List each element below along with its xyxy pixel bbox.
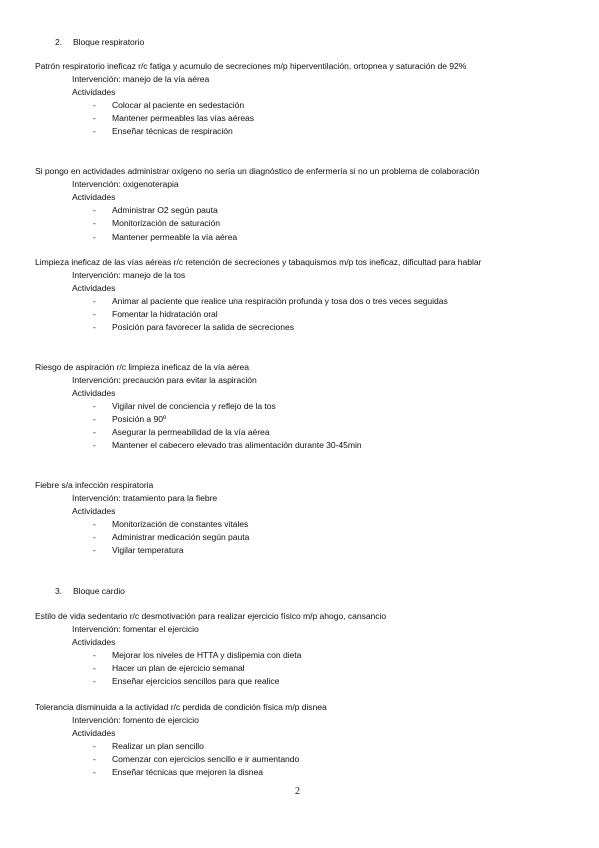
activity-item: - Fomentar la hidratación oral (93, 309, 218, 319)
activity-item: - Hacer un plan de ejercicio semanal (93, 663, 245, 673)
activity-item: - Administrar O2 según pauta (93, 205, 218, 215)
activity-item: - Posición a 90º (93, 414, 167, 424)
bullet: - (93, 663, 96, 673)
diagnosis-text: Limpieza ineficaz de las vías aéreas r/c retención de secreciones y tabaquismos m/p tos ineficaz, dificultad para hablar (35, 257, 482, 267)
bullet: - (93, 545, 96, 555)
bullet: - (93, 309, 96, 319)
activities-label: Actividades (72, 283, 116, 293)
activity-item: - Colocar al paciente en sedestación (93, 100, 245, 110)
activity-item: - Mejorar los niveles de HTTA y dislipemia con dieta (93, 650, 302, 660)
section-number: 3. (55, 586, 63, 596)
diagnosis-text: Fiebre s/a infección respiratoria (35, 480, 154, 490)
activities-label: Actividades (72, 388, 116, 398)
bullet: - (93, 741, 96, 751)
bullet: - (93, 414, 96, 424)
section-title: Bloque respiratorio (73, 37, 145, 47)
activity-item: - Monitorización de saturación (93, 218, 220, 228)
activity-item: - Mantener permeables las vías aéreas (93, 113, 255, 123)
intervention-text: Intervención: oxigenoterapia (72, 179, 179, 189)
activity-item: - Mantener el cabecero elevado tras alimentación durante 30-45min (93, 440, 362, 450)
section-heading (55, 37, 144, 48)
bullet: - (93, 232, 96, 242)
activity-item: - Mantener permeable la vía aérea (93, 232, 238, 242)
activities-label: Actividades (72, 87, 116, 97)
activities-label: Actividades (72, 637, 116, 647)
bullet: - (93, 532, 96, 542)
section-heading (55, 586, 125, 597)
intervention-text: Intervención: precaución para evitar la aspiración (72, 375, 257, 385)
bullet: - (93, 322, 96, 332)
bullet: - (93, 440, 96, 450)
diagnosis-text: Tolerancia disminuida a la actividad r/c perdida de condición física m/p disnea (35, 702, 327, 712)
activities-label: Actividades (72, 728, 116, 738)
bullet: - (93, 676, 96, 686)
page-number: 2 (295, 786, 300, 797)
bullet: - (93, 205, 96, 215)
bullet: - (93, 401, 96, 411)
bullet: - (93, 754, 96, 764)
intervention-text: Intervención: fomento de ejercicio (72, 715, 199, 725)
activity-item: - Monitorización de constantes vitales (93, 519, 249, 529)
bullet: - (93, 296, 96, 306)
activity-item: - Realizar un plan sencillo (93, 741, 204, 751)
activity-item: - Posición para favorecer la salida de secreciones (93, 322, 294, 332)
activities-label: Actividades (72, 192, 116, 202)
bullet: - (93, 519, 96, 529)
intervention-text: Intervención: fomentar el ejercicio (72, 624, 199, 634)
activity-item: - Asegurar la permeabilidad de la vía aérea (93, 427, 270, 437)
activity-item: - Administrar medicación según pauta (93, 532, 250, 542)
activity-item: - Comenzar con ejercicios sencillo e ir aumentando (93, 754, 300, 764)
intervention-text: Intervención: manejo de la vía aérea (72, 74, 210, 84)
activity-item: - Enseñar técnicas de respiración (93, 126, 233, 136)
bullet: - (93, 427, 96, 437)
activity-item: - Enseñar ejercicios sencillos para que realice (93, 676, 280, 686)
diagnosis-text: Si pongo en actividades administrar oxígeno no sería un diagnóstico de enfermería si no un problema de colaboración (35, 166, 480, 176)
activity-item: - Vigilar temperatura (93, 545, 184, 555)
diagnosis-text: Estilo de vida sedentario r/c desmotivación para realizar ejercicio físico m/p ahogo, cansancio (35, 611, 387, 621)
section-number: 2. (55, 37, 63, 47)
intervention-text: Intervención: tratamiento para la fiebre (72, 493, 218, 503)
bullet: - (93, 218, 96, 228)
activity-item: - Vigilar nivel de conciencia y reflejo de la tos (93, 401, 276, 411)
diagnosis-text: Riesgo de aspiración r/c limpieza ineficaz de la vía aérea (35, 362, 249, 372)
bullet: - (93, 767, 96, 777)
bullet: - (93, 126, 96, 136)
activity-item: - Animar al paciente que realice una respiración profunda y tosa dos o tres veces seguidas (93, 296, 448, 306)
activities-label: Actividades (72, 506, 116, 516)
bullet: - (93, 650, 96, 660)
bullet: - (93, 113, 96, 123)
bullet: - (93, 100, 96, 110)
section-title: Bloque cardio (73, 586, 125, 596)
intervention-text: Intervención: manejo de la tos (72, 270, 186, 280)
diagnosis-text: Patrón respiratorio ineficaz r/c fatiga y acumulo de secreciones m/p hiperventilación, ortopnea y saturación de 92% (35, 61, 467, 71)
activity-item: - Enseñar técnicas que mejoren la disnea (93, 767, 263, 777)
